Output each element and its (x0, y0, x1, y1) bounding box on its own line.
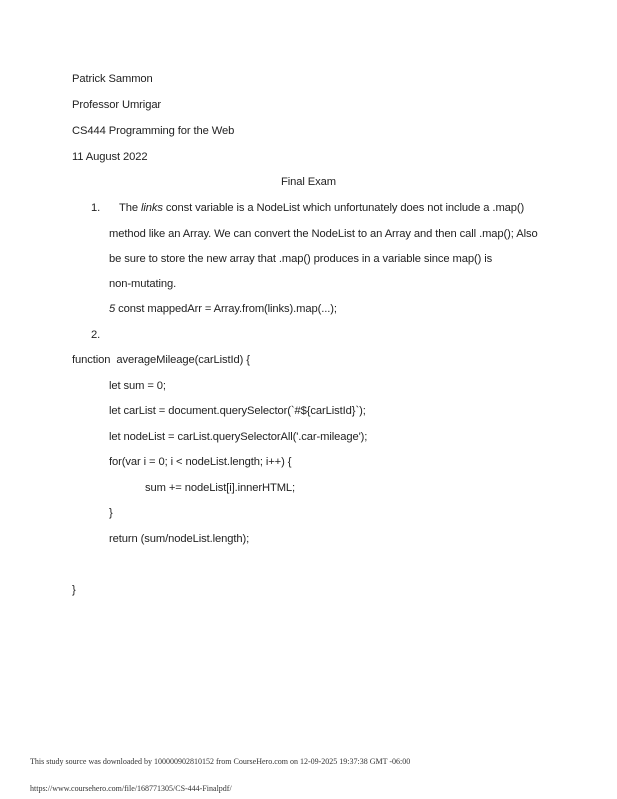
code-line-sum: let sum = 0; (109, 380, 166, 392)
download-notice: This study source was downloaded by 100000902810152 from CourseHero.com on 12-09-2025 19:37:38 GMT -06:00 (30, 757, 411, 766)
text-segment: const variable is a NodeList which unfortunately does not include a .map() (162, 202, 525, 214)
question-1-code-line (109, 302, 337, 316)
question-1-number: 1. (91, 202, 101, 214)
code-line-close-function: } (72, 584, 76, 596)
code-line-function: function averageMileage(carListId) { (72, 354, 250, 366)
question-1-line-1 (119, 201, 524, 215)
code-line-accumulate: sum += nodeList[i].innerHTML; (145, 482, 296, 494)
question-2-number: 2. (91, 329, 101, 341)
text-segment: The (119, 202, 141, 214)
code-line-return: return (sum/nodeList.length); (109, 533, 250, 545)
source-url[interactable]: https://www.coursehero.com/file/168771305/CS-444-Finalpdf/ (30, 784, 232, 793)
document-title: Final Exam (281, 176, 336, 188)
code-text: const mappedArr = Array.from(links).map(...); (115, 303, 337, 315)
italic-line-number: 5 (109, 303, 116, 315)
professor-name: Professor Umrigar (72, 99, 162, 111)
code-line-close-for: } (109, 507, 113, 519)
code-line-nodelist: let nodeList = carList.querySelectorAll('.car-mileage'); (109, 431, 368, 443)
italic-term: links (141, 202, 163, 214)
code-line-for: for(var i = 0; i < nodeList.length; i++) { (109, 456, 292, 468)
date: 11 August 2022 (72, 151, 148, 163)
code-line-carlist: let carList = document.querySelector(`#${carListId}`); (109, 405, 366, 417)
course-title: CS444 Programming for the Web (72, 125, 235, 137)
question-1-line-4: non-mutating. (109, 278, 177, 290)
question-1-line-2: method like an Array. We can convert the NodeList to an Array and then call .map(); Also (109, 228, 538, 240)
question-1-line-3: be sure to store the new array that .map() produces in a variable since map() is (109, 253, 493, 265)
student-name: Patrick Sammon (72, 73, 153, 85)
